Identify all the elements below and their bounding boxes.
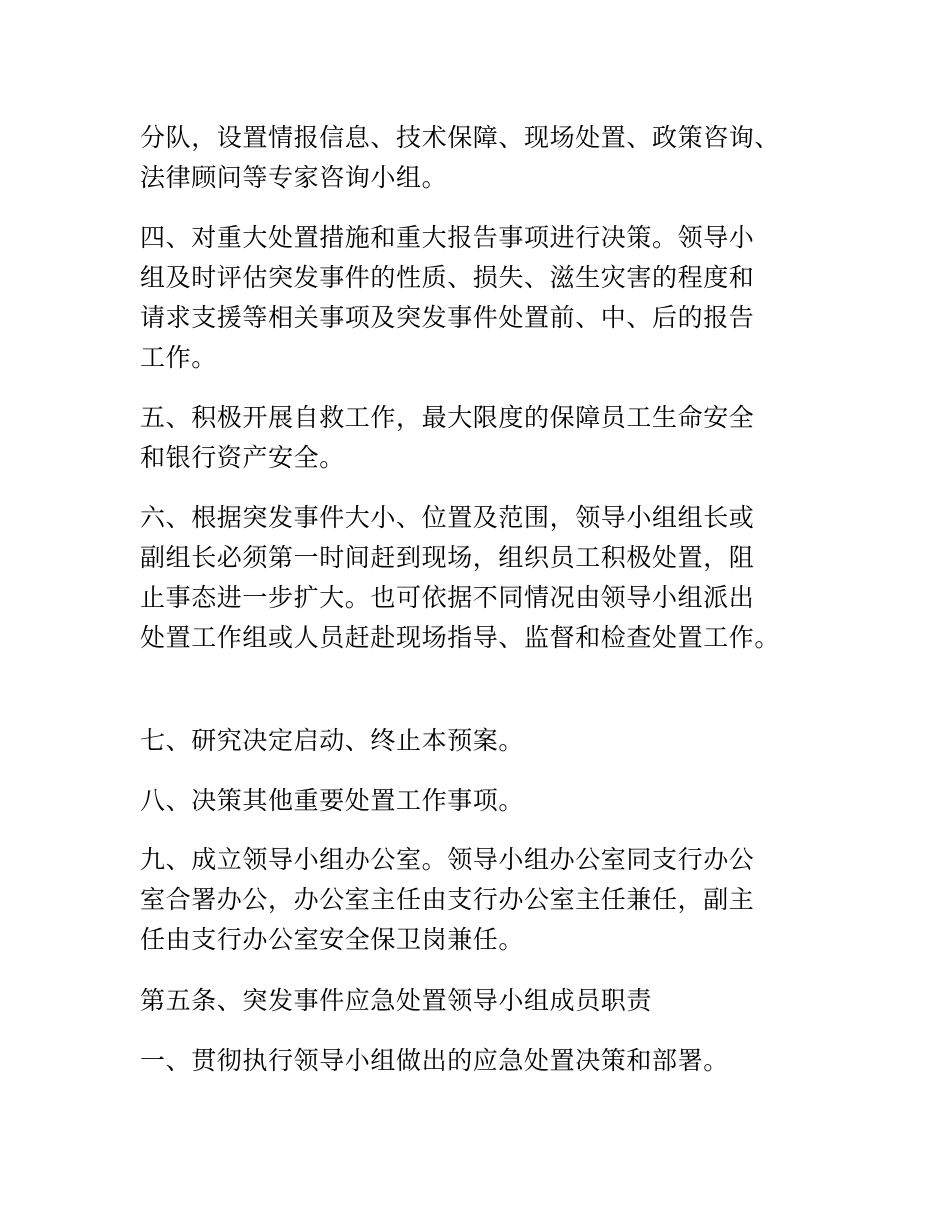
- text-line: 第五条、突发事件应急处置领导小组成员职责: [140, 986, 653, 1015]
- paragraph-item-8: [140, 781, 820, 821]
- text-line: 一、贯彻执行领导小组做出的应急处置决策和部署。: [140, 1046, 729, 1075]
- text-line: 工作。: [140, 343, 217, 372]
- text-line: 请求支援等相关事项及突发事件处置前、中、后的报告: [140, 303, 755, 332]
- text-line: 法律顾问等专家咨询小组。: [140, 163, 448, 192]
- text-line: 组及时评估突发事件的性质、损失、滋生灾害的程度和: [140, 263, 755, 292]
- paragraph-expert-groups: [140, 118, 820, 198]
- text-line: 七、研究决定启动、终止本预案。: [140, 726, 525, 755]
- text-line: 六、根据突发事件大小、位置及范围，领导小组组长或: [140, 503, 755, 532]
- text-line: 五、积极开展自救工作，最大限度的保障员工生命安全: [140, 403, 755, 432]
- text-line: 九、成立领导小组办公室。领导小组办公室同支行办公: [140, 845, 755, 874]
- section-heading-article-5: [140, 981, 820, 1021]
- text-line: 分队，设置情报信息、技术保障、现场处置、政策咨询、: [140, 123, 781, 152]
- paragraph-item-4: [140, 218, 820, 378]
- paragraph-duty-1: [140, 1041, 820, 1081]
- paragraph-item-6: [140, 498, 820, 658]
- text-line: 止事态进一步扩大。也可依据不同情况由领导小组派出: [140, 583, 755, 612]
- paragraph-item-5: [140, 398, 820, 478]
- text-line: 和银行资产安全。: [140, 443, 345, 472]
- text-line: 处置工作组或人员赶赴现场指导、监督和检查处置工作。: [140, 623, 781, 652]
- text-line: 四、对重大处置措施和重大报告事项进行决策。领导小: [140, 223, 755, 252]
- text-line: 八、决策其他重要处置工作事项。: [140, 786, 525, 815]
- text-line: 任由支行办公室安全保卫岗兼任。: [140, 925, 525, 954]
- text-line: 室合署办公，办公室主任由支行办公室主任兼任，副主: [140, 885, 755, 914]
- paragraph-item-9: [140, 840, 820, 960]
- text-line: 副组长必须第一时间赶到现场，组织员工积极处置，阻: [140, 543, 755, 572]
- paragraph-item-7: [140, 721, 820, 761]
